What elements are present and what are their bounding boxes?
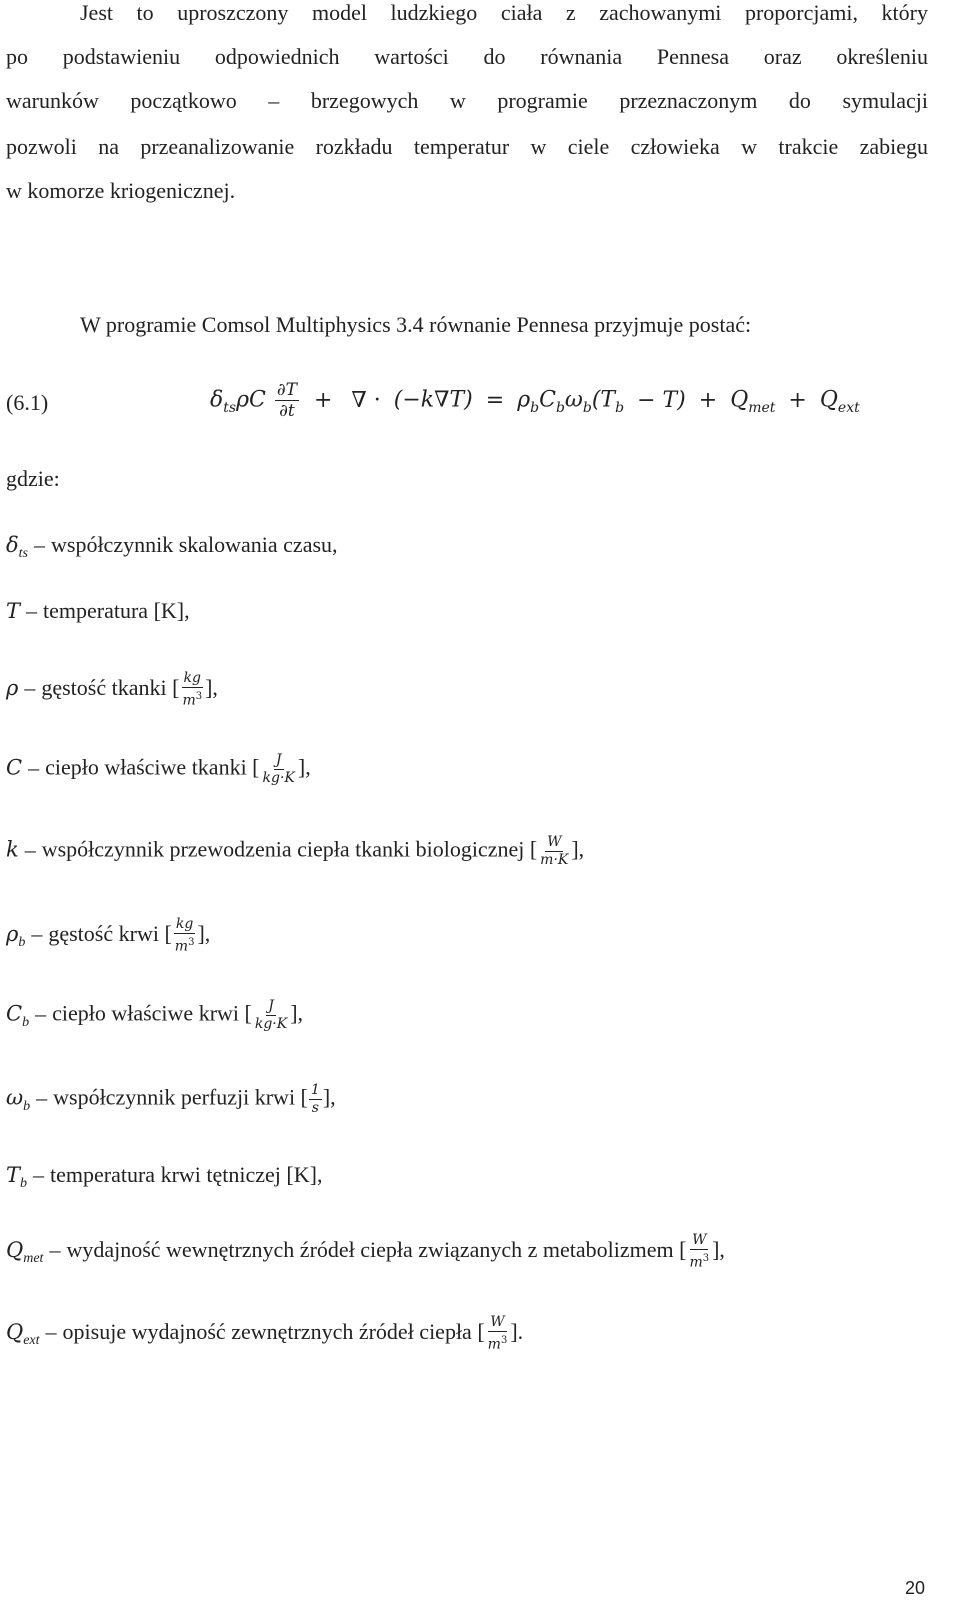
definition-symbol: Q bbox=[6, 1237, 24, 1262]
definition-text: temperatura [K], bbox=[43, 598, 190, 623]
unit-fraction bbox=[486, 1314, 510, 1354]
definition-text: temperatura krwi tętniczej [K], bbox=[50, 1162, 323, 1187]
eq-bracket: (−k∇T) bbox=[393, 387, 473, 413]
definition-row bbox=[6, 1232, 928, 1272]
unit-denominator bbox=[538, 852, 570, 869]
definition-dash: – bbox=[31, 920, 43, 946]
definition-symbol: ω bbox=[6, 1085, 24, 1110]
unit-denominator bbox=[180, 688, 204, 710]
definition-tail: ], bbox=[290, 1000, 304, 1026]
paragraph-1-line-3: warunków początkowo – brzegowych w programie przeznaczonym do symulacji bbox=[6, 88, 928, 113]
eq-frac-num: ∂T bbox=[276, 380, 297, 400]
eq-qmet-sub: met bbox=[748, 399, 776, 416]
unit-numerator: J bbox=[275, 752, 282, 768]
definition-row bbox=[6, 598, 928, 624]
definition-text: opisuje wydajność zewnętrznych źródeł ciepła [ bbox=[62, 1318, 485, 1344]
unit-numerator: kg bbox=[183, 670, 201, 686]
definition-symbol: T bbox=[6, 599, 21, 623]
page-number: 20 bbox=[905, 1578, 926, 1598]
unit-fraction bbox=[687, 1232, 711, 1272]
definition-tail: ], bbox=[297, 754, 311, 780]
unit-denominator-text: kg·K bbox=[254, 1016, 288, 1032]
definition-row bbox=[6, 1082, 928, 1117]
unit-denominator-text: m bbox=[487, 1336, 501, 1353]
definition-dash: – bbox=[33, 1162, 45, 1187]
definition-symbol: C bbox=[6, 1001, 23, 1026]
paragraph-1-line-1: Jest to uproszczony model ludzkiego ciała z zachowanymi proporcjami, który bbox=[80, 0, 928, 25]
eq-c: C bbox=[539, 387, 556, 413]
definition-row bbox=[6, 998, 928, 1033]
unit-denominator bbox=[310, 1100, 321, 1117]
unit-numerator: W bbox=[490, 1314, 505, 1330]
definition-symbol: Q bbox=[6, 1319, 24, 1344]
paragraph-2: W programie Comsol Multiphysics 3.4 równanie Pennesa przyjmuje postać: bbox=[80, 312, 752, 337]
unit-numerator: 1 bbox=[310, 1082, 320, 1098]
unit-denominator-text: m·K bbox=[540, 852, 569, 868]
definition-row bbox=[6, 916, 928, 956]
definition-text: ciepło właściwe krwi [ bbox=[52, 1000, 252, 1026]
eq-c-sub: b bbox=[555, 399, 565, 416]
definition-text: wydajność wewnętrznych źródeł ciepła związanych z metabolizmem [ bbox=[66, 1236, 687, 1262]
unit-fraction bbox=[173, 916, 197, 956]
eq-plus-2: + bbox=[698, 387, 718, 413]
definition-symbol-subscript: b bbox=[20, 1176, 28, 1191]
definition-symbol: ρ bbox=[6, 921, 19, 946]
definition-dash: – bbox=[24, 674, 36, 700]
definition-row bbox=[6, 1314, 928, 1354]
definition-text: gęstość krwi [ bbox=[48, 920, 172, 946]
definition-text: gęstość tkanki [ bbox=[41, 674, 180, 700]
unit-fraction bbox=[253, 998, 289, 1033]
unit-denominator-text: m bbox=[174, 938, 189, 955]
unit-denominator bbox=[253, 1016, 289, 1033]
eq-omega: ω bbox=[564, 387, 583, 413]
definition-row bbox=[6, 670, 928, 710]
definition-tail: ], bbox=[205, 674, 218, 700]
equation-number: (6.1) bbox=[6, 390, 49, 415]
definition-row bbox=[6, 532, 928, 561]
unit-denominator bbox=[261, 770, 297, 787]
eq-rho-c: ρC bbox=[236, 387, 266, 413]
unit-denominator-text: m bbox=[182, 692, 196, 709]
eq-frac-den: ∂t bbox=[279, 401, 295, 421]
unit-numerator: kg bbox=[175, 916, 194, 932]
definition-row bbox=[6, 752, 928, 787]
definition-row bbox=[6, 1162, 928, 1191]
unit-fraction bbox=[261, 752, 297, 787]
unit-fraction bbox=[180, 670, 204, 710]
definition-symbol-subscript: ext bbox=[23, 1332, 40, 1348]
unit-denominator-exponent: 3 bbox=[195, 691, 203, 702]
definition-symbol-subscript: met bbox=[23, 1250, 44, 1266]
unit-denominator-text: s bbox=[311, 1100, 319, 1116]
paragraph-1-line-4: pozwoli na przeanalizowanie rozkładu temperatur w ciele człowieka w trakcie zabiegu bbox=[6, 134, 928, 159]
definition-tail: ], bbox=[197, 920, 211, 946]
definition-tail: ], bbox=[322, 1084, 336, 1110]
eq-plus-3: + bbox=[788, 387, 807, 413]
unit-numerator: W bbox=[547, 834, 562, 850]
unit-denominator-text: m bbox=[689, 1254, 703, 1271]
eq-equals: = bbox=[485, 387, 505, 413]
eq-rho: ρ bbox=[517, 387, 531, 413]
unit-denominator bbox=[173, 934, 197, 956]
definition-dash: – bbox=[28, 754, 40, 780]
eq-qext: Q bbox=[819, 387, 838, 413]
definition-dash: – bbox=[45, 1318, 57, 1344]
definition-dash: – bbox=[49, 1236, 61, 1262]
definition-symbol: C bbox=[6, 755, 23, 780]
definition-symbol: k bbox=[6, 837, 19, 862]
definition-symbol: δ bbox=[6, 533, 19, 557]
unit-denominator-exponent: 3 bbox=[702, 1253, 710, 1264]
unit-denominator-exponent: 3 bbox=[188, 937, 195, 948]
eq-minus-t: − T) bbox=[637, 387, 686, 413]
eq-nabla-dot: ∇ · bbox=[351, 387, 381, 413]
definition-symbol-subscript: b bbox=[18, 934, 26, 950]
eq-tb-sub: b bbox=[615, 399, 625, 416]
paragraph-1-line-5: w komorze kriogenicznej. bbox=[6, 178, 236, 203]
definition-symbol: ρ bbox=[6, 675, 19, 700]
unit-numerator: J bbox=[268, 998, 274, 1014]
eq-plus-1: + bbox=[313, 387, 333, 413]
definition-tail: ], bbox=[571, 836, 585, 862]
definition-dash: – bbox=[34, 532, 45, 557]
eq-omega-sub: b bbox=[582, 399, 592, 416]
eq-qmet: Q bbox=[730, 387, 749, 413]
eq-rho-sub: b bbox=[530, 399, 540, 416]
unit-denominator bbox=[687, 1250, 711, 1272]
unit-denominator-exponent: 3 bbox=[500, 1335, 508, 1346]
unit-denominator bbox=[486, 1332, 510, 1354]
definition-symbol-subscript: b bbox=[22, 1014, 30, 1030]
paragraph-1-line-2: po podstawieniu odpowiednich wartości do równania Pennesa oraz określeniu bbox=[6, 44, 928, 69]
eq-qext-sub: ext bbox=[837, 399, 860, 416]
unit-fraction bbox=[309, 1082, 322, 1117]
definition-row bbox=[6, 834, 928, 869]
definition-dash: – bbox=[24, 836, 36, 862]
definition-dash: – bbox=[26, 598, 38, 623]
pennes-equation bbox=[210, 380, 860, 421]
eq-delta: δ bbox=[210, 387, 224, 413]
eq-paren-open: (T bbox=[591, 387, 616, 413]
definition-symbol: T bbox=[6, 1163, 21, 1187]
definition-symbol-subscript: b bbox=[23, 1098, 31, 1114]
where-label: gdzie: bbox=[6, 466, 60, 491]
definition-tail: ]. bbox=[510, 1318, 524, 1344]
definition-text: ciepło właściwe tkanki [ bbox=[45, 754, 260, 780]
definition-text: współczynnik przewodzenia ciepła tkanki biologicznej [ bbox=[41, 836, 538, 862]
unit-denominator-text: kg·K bbox=[262, 770, 295, 786]
definition-text: współczynnik skalowania czasu, bbox=[51, 532, 338, 557]
definition-dash: – bbox=[36, 1084, 48, 1110]
eq-partial-fraction bbox=[275, 380, 299, 421]
unit-numerator: W bbox=[692, 1232, 707, 1248]
unit-fraction bbox=[538, 834, 570, 869]
definition-symbol-subscript: ts bbox=[18, 546, 28, 561]
definition-tail: ], bbox=[712, 1236, 725, 1262]
definition-dash: – bbox=[35, 1000, 47, 1026]
eq-delta-sub: ts bbox=[223, 399, 237, 416]
definition-text: współczynnik perfuzji krwi [ bbox=[53, 1084, 308, 1110]
